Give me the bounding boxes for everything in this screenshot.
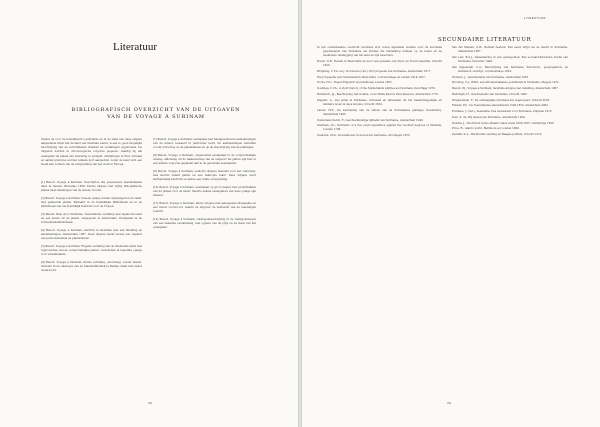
- reference-entry: [6] Benoit, Voyage à Surinam; Duitse vertaling, onvolledig, zonder platen. Vermeld in de catalogus van de Staatsbibliothek te Berlijn, maar niet nader onderzocht.: [41, 260, 142, 273]
- reference-entry: Postma, J., The Dutch in the Atlantic slave trade 1600-1815, Cambridge 1990.: [452, 121, 555, 125]
- reference-entry: Buddingh, H., Geschiedenis van Suriname, Utrecht 1995.: [452, 92, 528, 96]
- reference-entry: Wolbers, J., Geschiedenis van Suriname, Amsterdam 1861.: [452, 75, 530, 79]
- reference-entry: [3] Benoit, Reis door Suriname; Nederlandse vertaling met ingekorte tekst en een keuze uit de platen, uitgegeven te Amsterdam. Exemplaar in de Universiteitsbibliotheek.: [41, 212, 142, 225]
- reference-entry: Bruijning, C.F.A. en J. Voorhoeve (red.), Encyclopedie van Suriname, Amsterdam 1977.: [317, 69, 432, 73]
- section-title: SECUNDAIRE LITERATUUR: [438, 37, 532, 43]
- reference-entry: [9] Benoit, Voyage à Surinam; verkorte uitgave bestemd voor het onderwijs, met slechts twaalf platen en een beknopte tekst. Deze uitgave werd herhaaldelijk herdrukt en kende een ruime verspreiding.: [153, 169, 256, 182]
- reference-entry: Van Sijpesteijn, C.A., Beschrijving van Suriname, historisch-, geographisch- en statistisch overzigt, 's-Gravenhage 1854.: [452, 65, 568, 73]
- right-page: [302, 0, 600, 427]
- reference-entry: Lamur, H.E., De kerstening van de slaven van de Surinaamse plantage Vossenburg, Amsterdam 1985.: [317, 108, 442, 116]
- reference-entry: In het onderstaande overzicht bevinden zich zowel algemene werken over de koloniale geschiedenis van Suriname als studies die betrekking hebben op de kunst en de beeldende vastlegging van het land en zijn bewoners.: [317, 46, 442, 58]
- reference-entry: [1] Benoit, Voyage à Surinam. Description des possessions néerlandaises dans la Guiane, Bruxelles 1839. Eerste uitgave met vijftig lithografische platen naar tekeningen van de auteur, in folio.: [41, 181, 142, 193]
- reference-entry: Dragtenstein, F., De ondraaglijke stoutheid der wegloopers, Utrecht 2002.: [452, 98, 551, 102]
- reference-entry: Teenstra, M.D., De landbouw in de kolonie Suriname, Groningen 1835.: [317, 134, 411, 138]
- page-title: Literatuur: [113, 41, 157, 53]
- reference-entry: [8] Benoit, Voyage à Surinam; ongebonden exemplaar in de oorspronkelijke omslag, afkomstig uit de nalatenschap van de uitgever. De platen zijn hier in een andere volgorde geplaatst dan in de gebonden exemplaren.: [153, 153, 256, 166]
- reference-entry: Price, R., Alabi's world, Baltimore en Londen 1990.: [452, 127, 520, 131]
- reference-entry: Focke, H.C., Neger-Engelsch woordenboek, Leiden 1855.: [317, 81, 393, 85]
- reference-entry: [4] Benoit, Voyage à Surinam; herdruk in facsimile met een inleiding en aantekeningen, Amsterdam 1967. Deze uitgave bevat tevens een register van persoonsnamen en plaatsnamen.: [41, 228, 142, 241]
- reference-entry: Bosch, G.B., Reizen in West-Indië en door een gedeelte van Zuid- en Noord-Amerika, Utrecht 1829.: [317, 60, 442, 68]
- reference-column: [452, 46, 568, 398]
- reference-entry: Kom, A. de, Wij slaven van Suriname, Amsterdam 1934.: [452, 115, 526, 119]
- reference-entry: [2] Benoit, Voyage à Surinam; tweede oplage zonder wijzigingen in de tekst, met gekleurde platen. Bewaard in de Koninklijke Bibliotheek en in de bibliotheek van het Koninklijk Instituut voor de Tropen.: [41, 196, 142, 209]
- reference-entry: Hartsinck, J.J., Beschryving van Guiana, of de Wilde Kust in Zuid-America, Amsterdam 1770.: [317, 92, 439, 96]
- page-number: 28: [148, 401, 152, 405]
- reference-column: [317, 46, 442, 398]
- reference-entry: Encyclopaedie van Nederlandsch West-Indië, 's-Gravenhage en Leiden 1914-1917.: [317, 75, 426, 79]
- reference-entry: Van Lier, R.A.J., Samenleving in een grensgebied. Een sociaal-historische studie van Suriname, Deventer 1949.: [452, 55, 568, 64]
- reference-entry: Van der Meiden, G.W., Betwist bestuur. Een eeuw strijd om de macht in Suriname, Amsterdam 1987.: [452, 46, 568, 54]
- intro-paragraph: Omdat de voor de kunsthistorici gebruikte en in de tekst van deze uitgave aangeduide titels van de hand van Stedman waren, is een zo goed mogelijke beschrijving van de verschillende drukken en vertalingen opgenomen. De uitgaven worden in chronologische volgorde gegeven, waarbij bij elk exemplaar de plaats van bewaring is vermeld. Afwijkingen in titel, formaat en aantal gravures worden telkens kort aangeduid, zodat de lezer zich een beeld kan vormen van de verspreiding van het werk in Europa.: [41, 138, 142, 166]
- running-head: LITERATUUR: [523, 17, 546, 20]
- reference-entry: [12] Benoit, Voyage à Surinam; catalogusbeschrijving in de veilingcatalogus van een bekende verzameling, met opgave van de prijs en de staat van het exemplaar.: [153, 217, 256, 230]
- reference-entry: Zeefuik, K.A., Hernhutter zending en Haagse politiek, Utrecht 1973.: [452, 133, 543, 137]
- reference-entry: Kappler, A., Zes jaren in Suriname. Schetsen en tafereelen uit het maatschappelijke en militaire leven in deze kolonie, Utrecht 1854.: [317, 98, 442, 106]
- bibliography-column: [153, 138, 256, 400]
- reference-entry: Oudschans Dentz, F., Geschiedkundige tijdtafel van Suriname, Amsterdam 1949.: [317, 118, 424, 122]
- reference-entry: Benoit, P.J., Voyage à Surinam, facsimile-uitgave met inleiding, Amsterdam 1967.: [452, 87, 559, 91]
- section-heading-line: VAN DE VOYAGE À SURINAM: [107, 114, 205, 120]
- reference-entry: [5] Benoit, Voyage à Surinam; Engelse vertaling van de inleidende tekst met reproducties van de oorspronkelijke platen, verschenen in beperkte oplage voor verzamelaars.: [41, 244, 142, 257]
- reference-entry: Stedman, J.G., Narrative of a five years expedition against the revolted negroes of Surinam, Londen 1796.: [317, 124, 442, 132]
- reference-entry: Emmer, P.C., De Nederlandse slavenhandel 1500-1850, Amsterdam 2000.: [452, 104, 549, 108]
- reference-entry: Goslinga, C.Ch., A short history of the Netherlands Antilles and Surinam, Den Haag 1979.: [317, 87, 436, 91]
- reference-entry: Fontaine, J. (red.), Zeelandia. Een monument voor Suriname, Zutphen 1972.: [452, 110, 553, 114]
- reference-entry: [11] Benoit, Voyage à Surinam; latere uitgave met aangepaste titelpagina en een nieuw voorwoord, waarin de uitgever de herkomst van de tekeningen toelicht.: [153, 201, 256, 214]
- section-heading-line: BIBLIOGRAFISCH OVERZICHT VAN DE UITGAVEN: [71, 107, 241, 113]
- page-number: 29: [447, 401, 451, 405]
- section-heading: [34, 107, 278, 121]
- left-page: [0, 0, 298, 427]
- reference-entry: [7] Benoit, Voyage à Surinam; exemplaar met handgeschreven aantekeningen van de auteur, bewaard in particulier bezit. De aantekeningen betreffen vooral correcties op de plaatsnamen en op de beschrijving van de plantages.: [153, 138, 256, 150]
- reference-entry: Wooding, C.J., Winti: een Afroamerikaanse godsdienst in Suriname, Meppel 1972.: [452, 81, 560, 85]
- bibliography-column: [41, 181, 142, 399]
- reference-entry: [10] Benoit, Voyage à Surinam; exemplaar op groot papier met proefdrukken van de platen vóór de letter. Slechts enkele exemplaren van deze oplage zijn bekend.: [153, 185, 256, 198]
